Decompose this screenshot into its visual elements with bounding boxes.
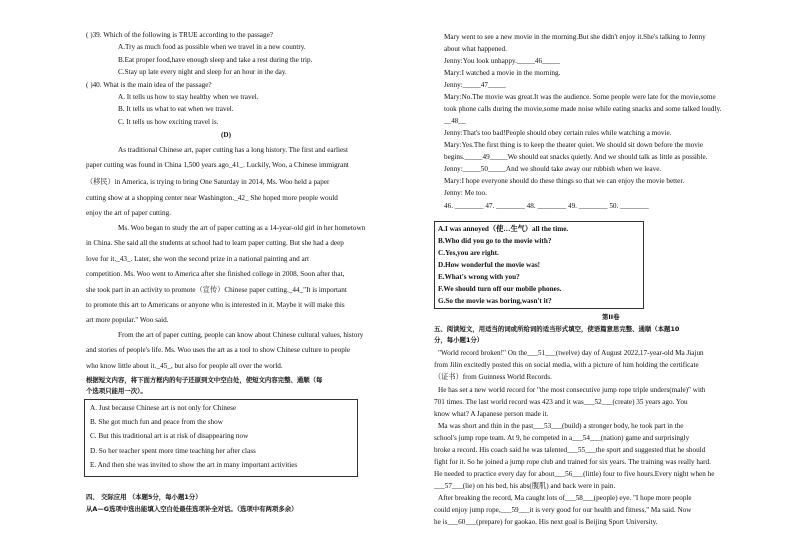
box-option-a: A.I was annoyed（使…生气）all the time. [438,225,569,233]
dialogue-line: Jenny:You look unhappy._____46_____ [444,57,561,65]
dialogue-line: Jenny:_____50_____And we should take away our rubbish when we leave. [444,165,662,173]
section-5-heading: 分，每小题1分） [434,336,484,344]
passage-line: competition. Ms. Woo went to America after she finished college in 2008. Soon after that, [86,270,345,278]
volume-2-heading: 第II卷 [602,313,620,321]
option-40c: C. It tells us how exciting travel is. [118,118,219,126]
question-40: ( )40. What is the main idea of the passage? [86,81,212,89]
passage-line: From the art of paper cutting, people can know about Chinese cultural values, history [118,331,364,339]
option-40a: A. It tells us how to stay healthy when we travel. [118,93,259,101]
section-4-heading: 四、 交际应用 （本题5分，每小题1分） [86,493,202,501]
dialogue-line: about what happened. [444,45,507,53]
cloze-line: fight for it. So he joined a jump rope club and trained for six years. The training was really hard. [434,458,711,466]
cloze-line: he is___60___(prepare) for gaokao. His next goal is Beijing Sport University. [434,518,658,526]
cloze-line: from Jilin excitedly posted this on social media, with a picture of him holding the certificate [434,361,699,369]
dialogue-line: Mary:No.The movie was great.It was the audience. Some people were late for the movie,some [444,93,716,101]
option-e: E. And then she was invited to show the art in many important activities [90,461,298,469]
cloze-line: school's jump rope team. At 9, he competed in a___54___(nation) game and surprisingly [434,434,690,442]
option-39a: A.Try as much food as possible when we travel in a new country. [118,43,306,51]
passage-line: and stories of people's life. Ms. Woo uses the art as a tool to show Chinese culture to people [86,346,351,354]
option-b: B. She got much fun and peace from the show [90,418,223,426]
cloze-line: 701 times. The last world record was 423 and it was___52___(create) 35 years ago. You [434,398,688,406]
option-40b: B. It tells us what to eat when we travel. [118,105,234,113]
cloze-line: know what? A Japanese person made it. [434,410,549,418]
box-option-c: C.Yes,you are right. [438,249,499,257]
passage-line: paper cutting was found in China 1,500 years ago_41_. Luckily, Woo, a Chinese immigrant [86,161,349,169]
cloze-line: After breaking the record, Ma caught lots of___58___(people) eye. "I hope more people [438,494,692,502]
passage-line: As traditional Chinese art, paper cutting has a long history. The first and earliest [118,146,348,154]
passage-line: to promote this art to Americans or anyone who is interested in it. Maybe it will make this [86,301,345,309]
passage-line: who know little about it._45_, but also for people all over the world. [86,362,283,370]
dialogue-line: __48__ [444,117,466,125]
passage-line: Ms. Woo began to study the art of paper cutting as a 14-year-old girl in her hometown [118,224,366,232]
option-a: A. Just because Chinese art is not only for Chinese [90,404,237,412]
cloze-line: He needed to practice every day for about___56___(little) four to five hours.Every night when he [434,470,715,478]
box-option-e: E.What's wrong with you? [438,273,520,281]
dialogue-line: Mary:I watched a movie in the morning. [444,69,561,77]
dialogue-line: Jenny:That's too bad!People should obey certain rules while watching a movie. [444,129,672,137]
option-39c: C.Stay up late every night and sleep for an hour in the day. [118,68,287,76]
dialogue-line: Mary:Yes.The first thing is to keep the theater quiet. We should sit down before the movie [444,141,704,149]
question-39: ( )39. Which of the following is TRUE according to the passage? [86,31,273,39]
cloze-line: "World record broken!" On the___51___(twelve) day of August 2022,17-year-old Ma Jiajun [438,349,704,357]
passage-line: love for it._43_. Later, she won the second prize in a national painting and art [86,255,310,263]
passage-line: she took part in an activity to promote（宣传）Chinese paper cutting._44_"It is important [86,286,347,294]
box-option-f: F.We should turn off our mobile phones. [438,285,562,293]
dialogue-line: Jenny: Me too. [444,189,487,197]
box-option-g: G.So the movie was boring,wasn't it? [438,297,552,305]
instruction-line: 个选项只能用一次）。 [86,387,147,395]
passage-line: （移民）in America, is trying to bring One Saturday in 2014, Ms. Woo held a paper [86,178,330,186]
dialogue-line: Mary:I hope everyone should do these things so that we can enjoy the movie better. [444,177,685,185]
option-c: C. But this traditional art is at risk of disappearing now [90,432,249,440]
cloze-line: Ma was short and thin in the past___53___(build) a stronger body, he took part in the [438,422,684,430]
option-d: D. So her teacher spent more time teaching her after class [90,447,256,455]
dialogue-line: begins._____49_____We should eat snacks quietly. And we should talk as little as possible. [444,153,708,161]
instruction-line: 根据短文内容，将下面方框内的句子还原到文中空白处，使短文内容完整、通顺（每 [86,376,323,384]
passage-line: enjoy the art of paper cutting. [86,209,172,217]
passage-line: in China. She said all the students at school had to learn paper cutting. But she had a deep [86,239,344,247]
cloze-line: broke a record. His coach said he was talented___55___the sport and suggested that he should [434,446,706,454]
section-4-instruction: 从A—G选项中选出能填入空白处最佳选项补全对话。（选项中有两项多余） [86,505,298,513]
dialogue-line: Jenny:_____47_____ [444,81,506,89]
dialogue-line: Mary went to see a new movie in the morning.But she didn't enjoy it.She's talking to Jenny [444,33,706,41]
cloze-line: He has set a new world record for "the most consecutive jump rope triple unders(male)" with [438,386,706,394]
cloze-line: （证书）from Guinness World Records. [434,373,552,381]
section-5-heading: 五、阅读短文，用适当的词或所给词的适当形式填空，使语篇意思完整、通顺（本题10 [434,325,680,333]
option-39b: B.Eat proper food,have enough sleep and take a rest during the trip. [118,56,313,64]
section-d-heading: (D) [221,131,231,139]
cloze-line: could enjoy jump rope,___59___it is very good for our health and fitness," Ma said. Now [434,506,692,514]
passage-line: cutting show at a shopping center near Washington._42_ She hoped more people would [86,194,338,202]
box-option-d: D.How wonderful the movie was! [438,261,541,269]
box-option-b: B.Who did you go to the movie with? [438,237,552,245]
dialogue-line: took phone calls during the movie,some made noise while eating snacks and some talked loudly. [444,105,722,113]
cloze-line: ___57___(lie) on his bed, his abs(腹肌) and back were in pain. [434,482,616,490]
answer-blanks: 46. ________ 47. ________ 48. ________ 49. ________ 50. ________ [444,202,649,210]
passage-line: art more popular." Woo said. [86,316,169,324]
